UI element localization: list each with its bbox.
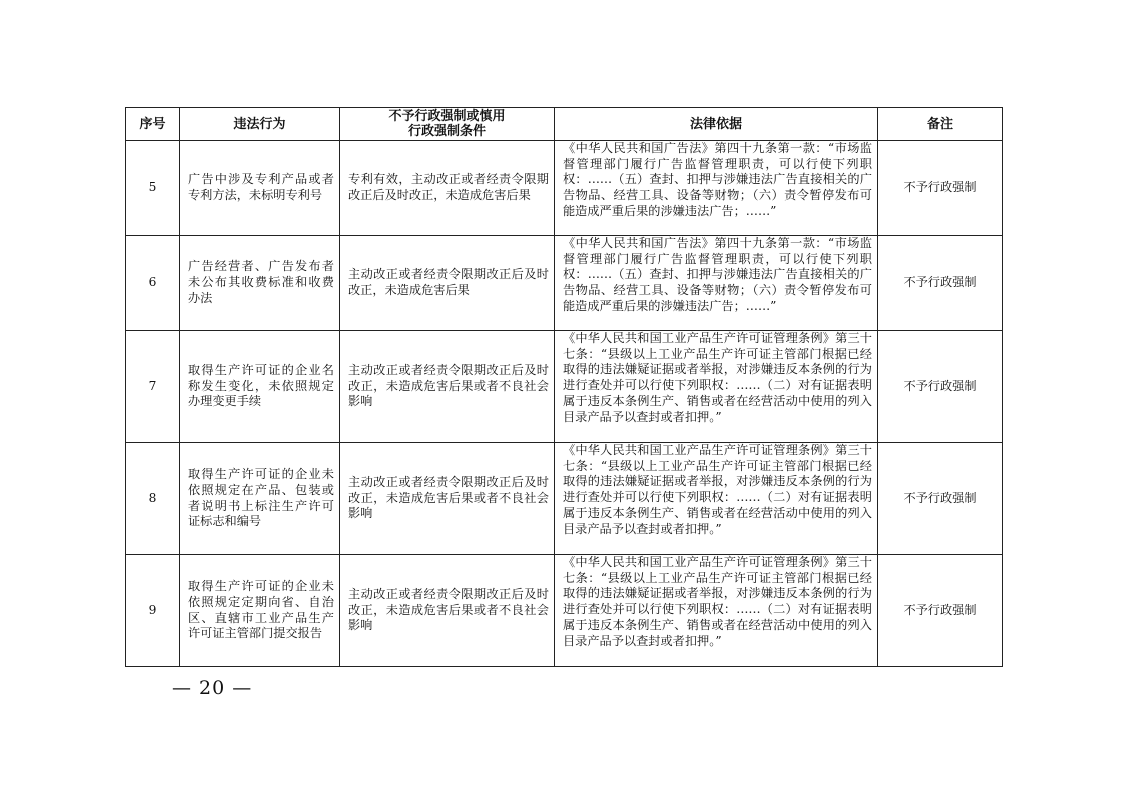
row-no: 9 bbox=[126, 555, 180, 667]
row-condition: 主动改正或者经责令限期改正后及时改正，未造成危害后果或者不良社会影响 bbox=[340, 331, 555, 443]
row-condition: 主动改正或者经责令限期改正后及时改正，未造成危害后果 bbox=[340, 236, 555, 331]
row-no: 7 bbox=[126, 331, 180, 443]
table-row bbox=[126, 555, 1003, 667]
row-note: 不予行政强制 bbox=[878, 331, 1003, 443]
header-no: 序号 bbox=[126, 108, 180, 141]
row-basis: 《中华人民共和国工业产品生产许可证管理条例》第三十七条：“县级以上工业产品生产许可证主管部门根据已经取得的违法嫌疑证据或者举报，对涉嫌违反本条例的行为进行查处并可以行使下列职权：……（二）对有证据表明属于违反本条例生产、销售或者在经营活动中使用的列入目录产品予以查封或者扣押。” bbox=[555, 443, 878, 555]
row-act: 取得生产许可证的企业未依照规定定期向省、自治区、直辖市工业产品生产许可证主管部门提交报告 bbox=[180, 555, 340, 667]
header-condition bbox=[340, 108, 555, 141]
row-basis-text: 《中华人民共和国广告法》第四十九条第一款：“市场监督管理部门履行广告监督管理职责，可以行使下列职权：……（五）查封、扣押与涉嫌违法广告直接相关的广告物品、经营工具、设备等财物；（六）责令暂停发布可能造成严重后果的涉嫌违法广告；……” bbox=[563, 141, 872, 218]
row-act: 广告经营者、广告发布者未公布其收费标准和收费办法 bbox=[180, 236, 340, 331]
row-basis: 《中华人民共和国工业产品生产许可证管理条例》第三十七条：“县级以上工业产品生产许可证主管部门根据已经取得的违法嫌疑证据或者举报，对涉嫌违反本条例的行为进行查处并可以行使下列职权：……（二）对有证据表明属于违反本条例生产、销售或者在经营活动中使用的列入目录产品予以查封或者扣押。” bbox=[555, 555, 878, 667]
row-note: 不予行政强制 bbox=[878, 141, 1003, 236]
row-basis bbox=[555, 236, 878, 331]
row-basis-text: 《中华人民共和国广告法》第四十九条第一款：“市场监督管理部门履行广告监督管理职责，可以行使下列职权：……（五）查封、扣押与涉嫌违法广告直接相关的广告物品、经营工具、设备等财物；（六）责令暂停发布可能造成严重后果的涉嫌违法广告；……” bbox=[563, 236, 872, 313]
row-act: 取得生产许可证的企业名称发生变化，未依照规定办理变更手续 bbox=[180, 331, 340, 443]
header-basis: 法律依据 bbox=[555, 108, 878, 141]
page-number: — 20 — bbox=[172, 677, 253, 699]
row-basis bbox=[555, 141, 878, 236]
row-act: 广告中涉及专利产品或者专利方法，未标明专利号 bbox=[180, 141, 340, 236]
row-note: 不予行政强制 bbox=[878, 555, 1003, 667]
table-header-row bbox=[126, 108, 1003, 141]
table-row bbox=[126, 236, 1003, 331]
row-note: 不予行政强制 bbox=[878, 443, 1003, 555]
row-basis: 《中华人民共和国工业产品生产许可证管理条例》第三十七条：“县级以上工业产品生产许可证主管部门根据已经取得的违法嫌疑证据或者举报，对涉嫌违反本条例的行为进行查处并可以行使下列职权：……（二）对有证据表明属于违反本条例生产、销售或者在经营活动中使用的列入目录产品予以查封或者扣押。” bbox=[555, 331, 878, 443]
row-no: 8 bbox=[126, 443, 180, 555]
table-row bbox=[126, 141, 1003, 236]
row-note: 不予行政强制 bbox=[878, 236, 1003, 331]
row-condition: 主动改正或者经责令限期改正后及时改正，未造成危害后果或者不良社会影响 bbox=[340, 555, 555, 667]
row-no: 5 bbox=[126, 141, 180, 236]
header-note: 备注 bbox=[878, 108, 1003, 141]
table-row bbox=[126, 331, 1003, 443]
header-condition-line2: 行政强制条件 bbox=[407, 124, 486, 139]
enforcement-table bbox=[125, 107, 1003, 667]
row-condition: 主动改正或者经责令限期改正后及时改正，未造成危害后果或者不良社会影响 bbox=[340, 443, 555, 555]
header-condition-line1: 不予行政强制或慎用 bbox=[388, 109, 506, 124]
row-act: 取得生产许可证的企业未依照规定在产品、包装或者说明书上标注生产许可证标志和编号 bbox=[180, 443, 340, 555]
row-no: 6 bbox=[126, 236, 180, 331]
row-condition: 专利有效，主动改正或者经责令限期改正后及时改正，未造成危害后果 bbox=[340, 141, 555, 236]
header-act: 违法行为 bbox=[180, 108, 340, 141]
table-row bbox=[126, 443, 1003, 555]
